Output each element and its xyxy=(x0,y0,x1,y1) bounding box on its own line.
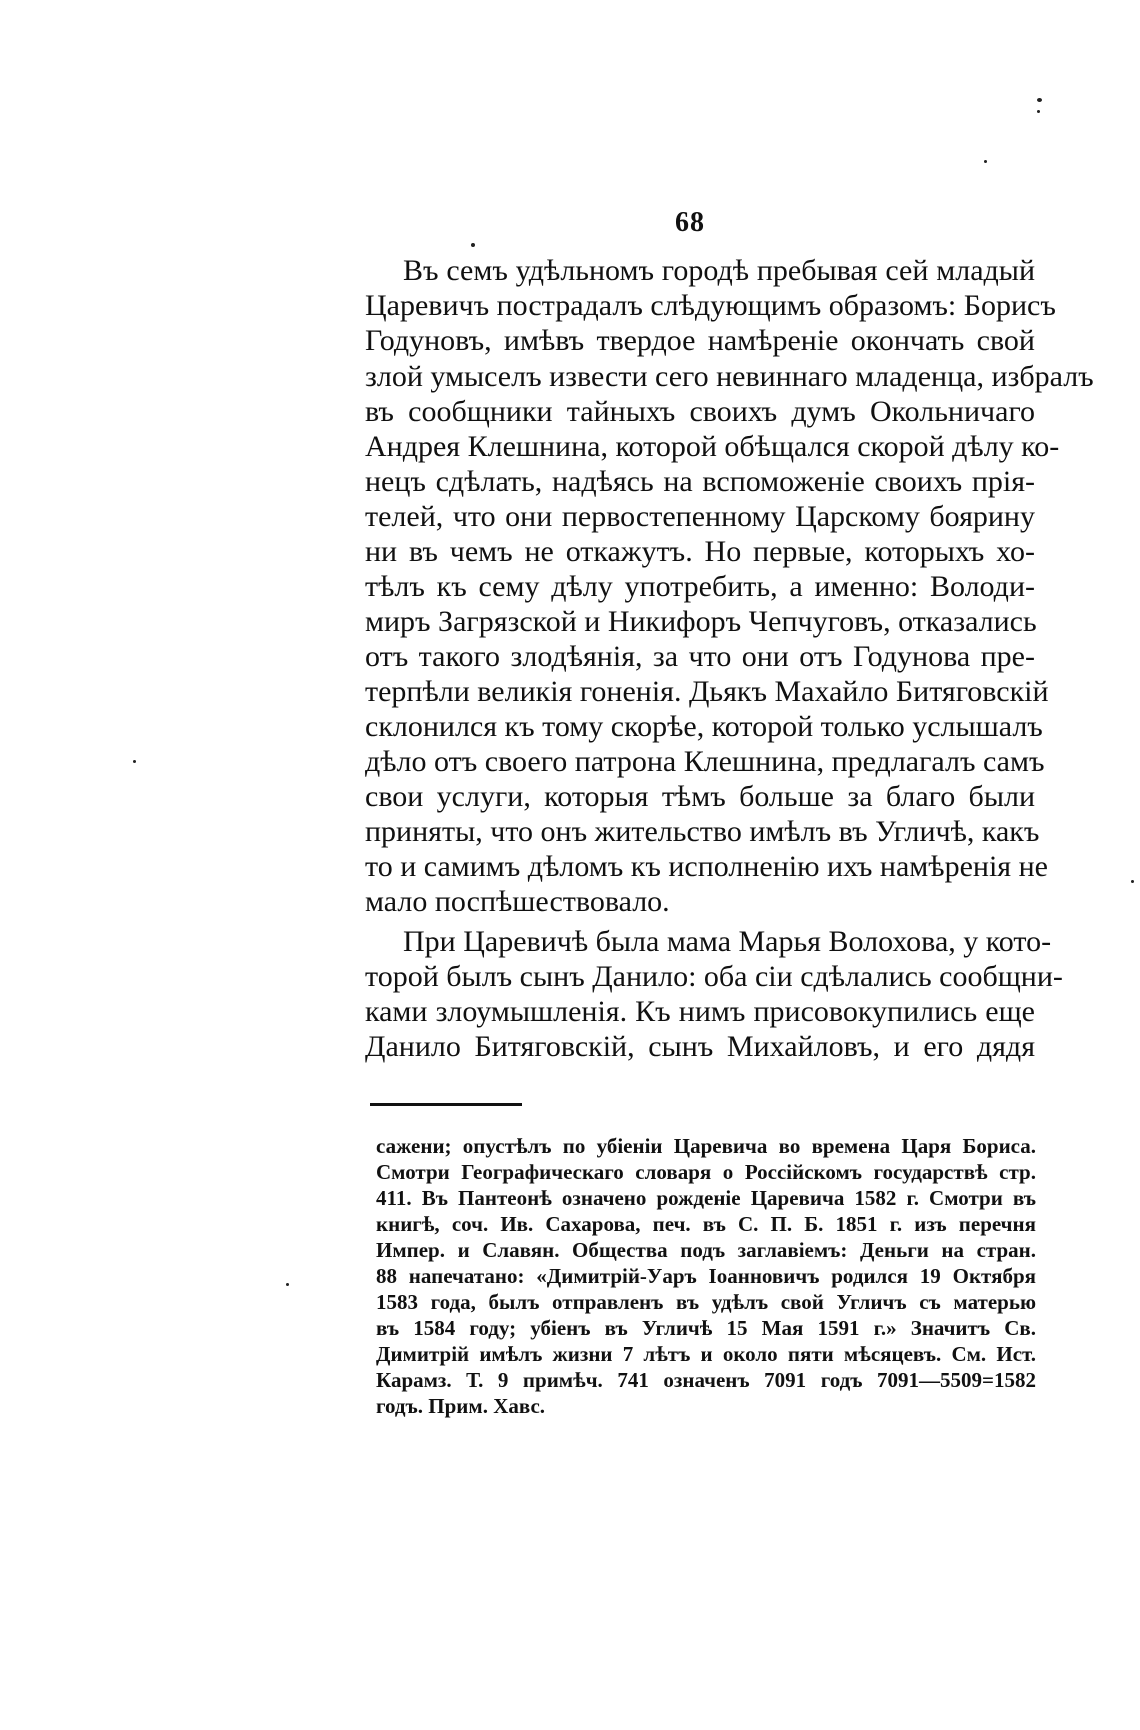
paragraph-1-line: дѣло отъ своего патрона Клешнина, предлагалъ самъ xyxy=(365,745,1045,778)
paragraph-1-line: терпѣли великія гоненія. Дьякъ Махайло Битяговскій xyxy=(365,675,1049,708)
paragraph-2-line: При Царевичѣ была мама Марья Волохова, у кото- xyxy=(403,925,1052,958)
paragraph-1-line: склонился къ тому скорѣе, которой только услышалъ xyxy=(365,710,1043,743)
footnote-separator xyxy=(370,1103,522,1106)
paragraph-2-line: ками злоумышленія. Къ нимъ присовокупились еще xyxy=(365,995,1035,1028)
paragraph-1-line: мало поспѣшествовало. xyxy=(365,885,670,918)
paragraph-1-line: свои услуги, которыя тѣмъ больше за благо были xyxy=(365,780,1035,813)
footnote-line: книгѣ, соч. Ив. Сахарова, печ. въ С. П. Б. 1851 г. изъ перечня xyxy=(376,1212,1036,1236)
paragraph-1-line: нецъ сдѣлать, надѣясь на вспоможеніе своихъ прія- xyxy=(365,465,1035,498)
paragraph-1-line: приняты, что онъ жительство имѣлъ въ Угличѣ, какъ xyxy=(365,815,1040,848)
scan-speck xyxy=(133,760,136,763)
scan-speck xyxy=(1037,110,1040,113)
paragraph-1-line: отъ такого злодѣянія, за что они отъ Годунова пре- xyxy=(365,640,1035,673)
paragraph-1-line: Андрея Клешнина, которой обѣщался скорой дѣлу ко- xyxy=(365,430,1060,463)
paragraph-1-line: Царевичъ пострадалъ слѣдующимъ образомъ: Борисъ xyxy=(365,289,1056,322)
paragraph-1-line: ни въ чемъ не откажутъ. Но первые, которыхъ хо- xyxy=(365,535,1035,568)
paragraph-1-line: то и самимъ дѣломъ къ исполненію ихъ намѣренія не xyxy=(365,850,1048,883)
paragraph-1-line: телей, что они первостепенному Царскому боярину xyxy=(365,500,1035,533)
scan-speck xyxy=(1037,98,1042,102)
footnote-line: 88 напечатано: «Димитрій-Уаръ Іоанновичъ родился 19 Октября xyxy=(376,1264,1036,1288)
paragraph-2-line: торой былъ сынъ Данило: оба сіи сдѣлались сообщни- xyxy=(365,960,1063,993)
paragraph-1-line: миръ Загрязской и Никифоръ Чепчуговъ, отказались xyxy=(365,605,1037,638)
footnote-line: 1583 года, былъ отправленъ въ удѣлъ свой Угличъ съ матерью xyxy=(376,1290,1036,1314)
footnote-line: Димитрій имѣлъ жизни 7 лѣтъ и около пяти мѣсяцевъ. См. Ист. xyxy=(376,1342,1036,1366)
footnote-line: въ 1584 году; убіенъ въ Угличѣ 15 Мая 1591 г.» Значитъ Св. xyxy=(376,1316,1036,1340)
scan-speck xyxy=(984,160,987,163)
paragraph-1-line: тѣлъ къ сему дѣлу употребить, а именно: Володи- xyxy=(365,570,1035,603)
scan-speck xyxy=(286,1283,289,1286)
paragraph-1-line: Въ семъ удѣльномъ городѣ пребывая сей младый xyxy=(403,254,1035,287)
footnote-line: сажени; опустѣлъ по убіеніи Царевича во времена Царя Бориса. xyxy=(376,1134,1036,1158)
scan-speck xyxy=(1131,880,1134,883)
footnote-line: Импер. и Славян. Общества подъ заглавіемъ: Деньги на стран. xyxy=(376,1238,1036,1262)
paragraph-1-line: злой умыселъ извести сего невиннаго младенца, избралъ xyxy=(365,360,1094,393)
page-number: 68 xyxy=(675,207,705,238)
footnote-line: Карамз. Т. 9 примѣч. 741 означенъ 7091 годъ 7091—5509=1582 xyxy=(376,1368,1036,1392)
footnote-line: годъ. Прим. Хавс. xyxy=(376,1394,546,1418)
footnote-line: Смотри Географическаго словаря о Россійскомъ государствѣ стр. xyxy=(376,1160,1036,1184)
footnote-line: 411. Въ Пантеонѣ означено рожденіе Царевича 1582 г. Смотри въ xyxy=(376,1186,1036,1210)
paragraph-2-line: Данило Битяговскій, сынъ Михайловъ, и его дядя xyxy=(365,1030,1035,1063)
paragraph-1-line: въ сообщники тайныхъ своихъ думъ Окольничаго xyxy=(365,395,1035,428)
paragraph-1-line: Годуновъ, имѣвъ твердое намѣреніе окончать свой xyxy=(365,324,1035,357)
scan-speck xyxy=(471,243,475,247)
